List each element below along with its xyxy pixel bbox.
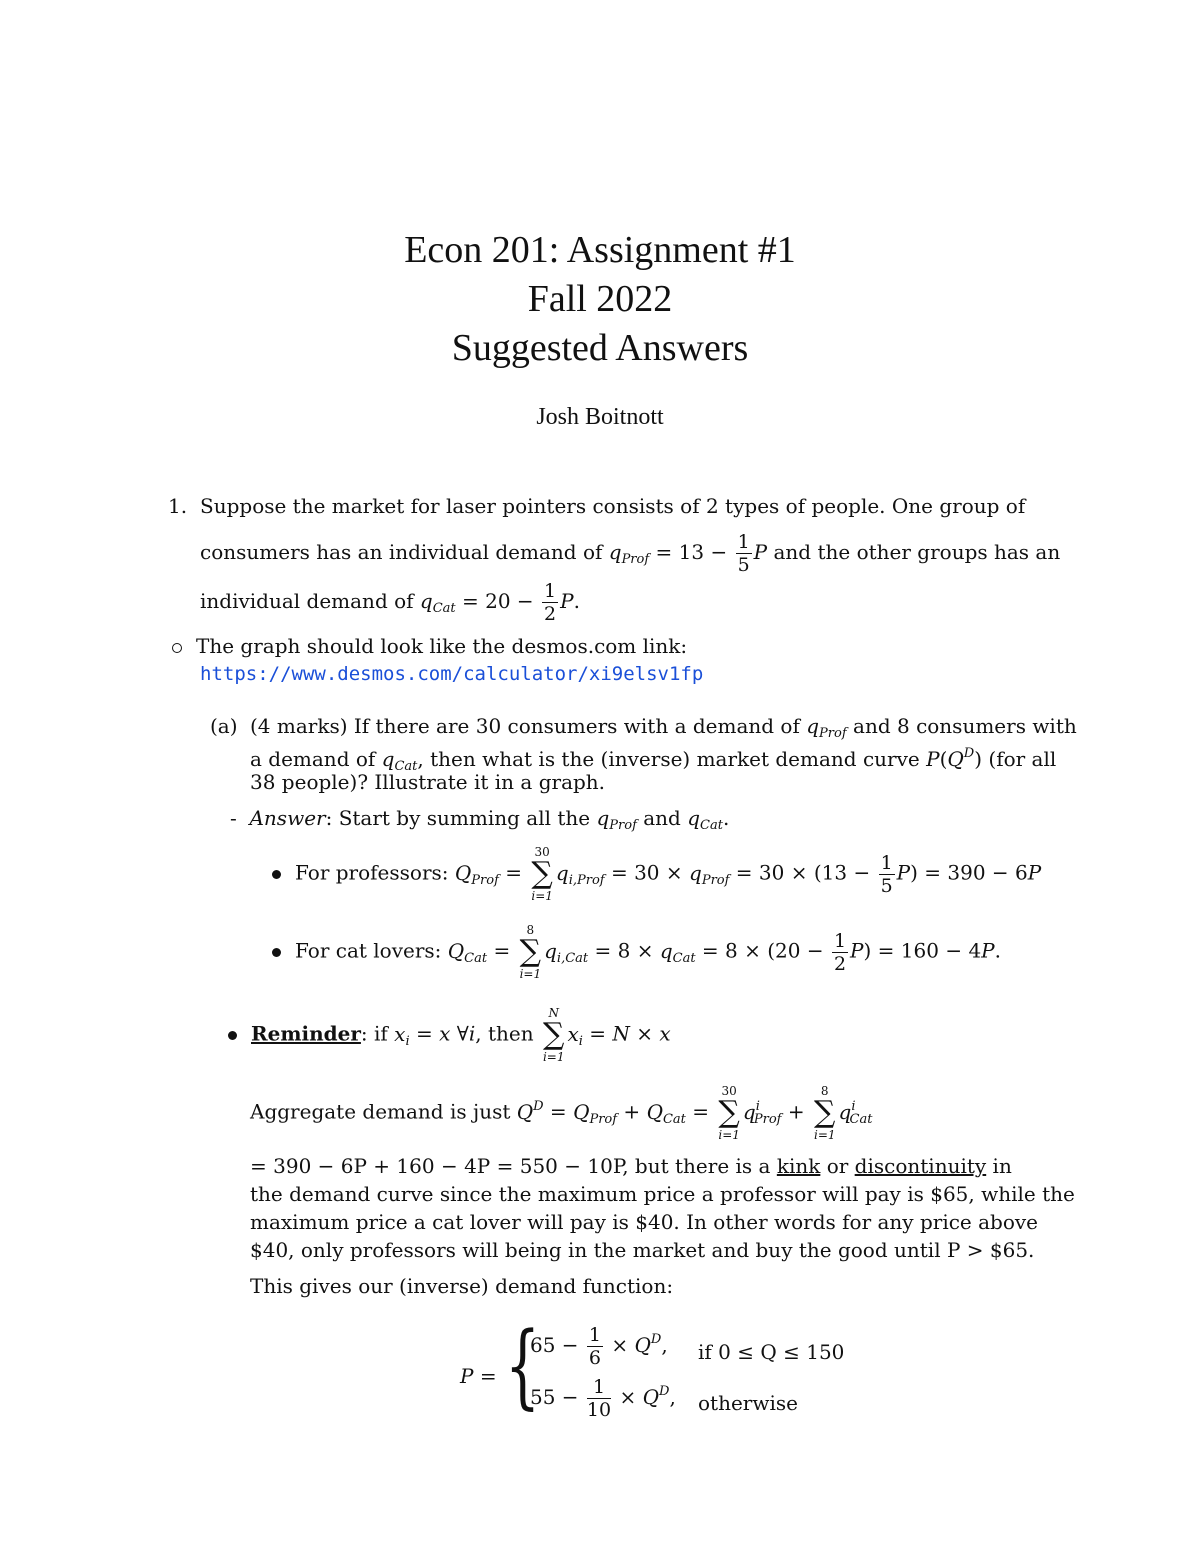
part-a-label: (a) — [210, 714, 238, 738]
kink-term: kink — [776, 1154, 821, 1178]
piecewise-case-1-condition: if 0 ≤ Q ≤ 150 — [698, 1340, 845, 1364]
q1-line-2: consumers has an individual demand of $q_{Prof} = 13$ − $\frac{1}{5}$ P and the other groups has an — [200, 531, 1061, 576]
part-a-line-1-text-b: and 8 consumers with — [853, 714, 1077, 738]
discontinuity-term: discontinuity — [854, 1154, 987, 1178]
note-line — [172, 632, 687, 660]
answer-and: and — [643, 806, 681, 830]
piecewise-case-2-condition: otherwise — [698, 1391, 798, 1415]
bullet-icon — [272, 948, 281, 957]
q1-line-3: individual demand of $q_{Cat} = 20$ − $\frac{1}{2}$ P. — [200, 580, 580, 625]
desmos-link[interactable]: https://www.desmos.com/calculator/xi9elsv1fp — [200, 663, 704, 685]
gives-line: This gives our (inverse) demand function: — [250, 1274, 674, 1298]
q-cat-var: $q_{Cat}$ — [419, 589, 456, 616]
sigma-icon: N ∑ i=1 — [542, 1006, 565, 1064]
answer-dash: - — [230, 806, 237, 830]
aggregate-line-2-text: = 390 − 6P + 160 − 4P = 550 − 10P, but there is a — [250, 1154, 771, 1178]
title-line-3: Suggested Answers — [451, 327, 749, 369]
part-a-line-1-text-a: (4 marks) If there are 30 consumers with a demand of — [250, 714, 800, 738]
answer-label: Answer — [249, 806, 326, 830]
q1-line-3-text-a: individual demand of — [200, 589, 414, 613]
bullet-icon — [272, 870, 281, 879]
reminder-text: : if — [360, 1021, 388, 1046]
answer-text: : Start by summing all the — [325, 806, 591, 830]
aggregate-line-5: $40, only professors will being in the market and buy the good until P > $65. — [250, 1238, 1035, 1262]
reminder-label: Reminder — [251, 1021, 361, 1046]
prof-label: For professors: — [295, 860, 449, 885]
cat-sum-line: For cat lovers: $Q_{Cat}$ = 8 ∑ i=1 $q_{i,Cat} = 8 \times q_{Cat} = 8 \times (20$ − $\frac{1}{2}$ P) = 160 − 4P. — [272, 923, 1001, 981]
part-a-line-1: (4 marks) If there are 30 consumers with a demand of $q_{Prof}$ and 8 consumers with — [250, 714, 1077, 741]
title-line-2: Fall 2022 — [527, 278, 673, 320]
piecewise-case-1: 65 − $\frac{1}{6}$ × $Q^D$, — [530, 1324, 668, 1369]
reminder-line: Reminder: if $x_i = x$ ∀i, then N ∑ i=1 $x_i = N \times x$ — [228, 1006, 671, 1064]
q1-number: 1. — [168, 494, 188, 518]
sigma-icon: 30 ∑ i=1 — [531, 845, 553, 903]
bullet-icon — [228, 1031, 237, 1040]
piecewise-case-2: 55 − $\frac{1}{10}$ × $Q^D$, — [530, 1376, 676, 1421]
q1-line-2-text-b: and the other groups has an — [773, 540, 1061, 564]
aggregate-text: Aggregate demand is just — [250, 1099, 511, 1124]
part-a-line-2-text-b: , then what is the (inverse) market demand curve — [417, 747, 920, 771]
title-line-1: Econ 201: Assignment #1 — [404, 229, 796, 271]
in-word: in — [992, 1154, 1012, 1178]
piecewise-lhs: P = — [460, 1364, 497, 1388]
sigma-icon: 8 ∑ i=1 — [813, 1084, 836, 1142]
prof-sum-line: For professors: $Q_{Prof}$ = 30 ∑ i=1 $q_{i,Prof} = 30 \times q_{Prof} = 30 \times (13$ − $\frac{1}{5}$ P) = 390 − 6P — [272, 845, 1041, 903]
aggregate-line: Aggregate demand is just $Q^D = Q_{Prof} + Q_{Cat}$ = 30 ∑ i=1 $q^i_{Prof}$ + 8 ∑ i=1 $q^i_{Cat}$ — [250, 1084, 873, 1142]
or-word: or — [826, 1154, 849, 1178]
note-text: The graph should look like the desmos.com link: — [196, 634, 688, 658]
q1-line-1: Suppose the market for laser pointers consists of 2 types of people. One group of — [200, 494, 1026, 518]
fraction-one-half: $\frac{1}{2}$ — [544, 580, 557, 625]
left-brace-icon: { — [505, 1312, 541, 1419]
part-a-line-2-text-a: a demand of — [250, 747, 376, 771]
answer-line: - Answer: Start by summing all the $q_{Prof}$ and $q_{Cat}$. — [230, 806, 730, 833]
part-a-line-3: 38 people)? Illustrate it in a graph. — [250, 770, 606, 794]
circle-bullet-icon — [172, 643, 182, 653]
part-a-line-2-text-c: (for all — [988, 747, 1057, 771]
part-a-line-2: a demand of $q_{Cat}$, then what is the (inverse) market demand curve $P(Q^D)$ (for all — [250, 746, 1057, 774]
author: Josh Boitnott — [536, 404, 664, 430]
q1-line-2-text-a: consumers has an individual demand of — [200, 540, 603, 564]
q-prof-var: $q_{Prof}$ — [608, 540, 650, 567]
reminder-then: , then — [475, 1021, 534, 1046]
sigma-icon: 30 ∑ i=1 — [718, 1084, 740, 1142]
fraction-one-fifth: $\frac{1}{5}$ — [737, 531, 750, 576]
sigma-icon: 8 ∑ i=1 — [519, 923, 542, 981]
aggregate-line-3: the demand curve since the maximum price a professor will pay is $65, while the — [250, 1182, 1075, 1206]
aggregate-line-2 — [250, 1152, 1012, 1180]
cat-label: For cat lovers: — [295, 938, 442, 963]
aggregate-line-4: maximum price a cat lover will pay is $40. In other words for any price above — [250, 1210, 1039, 1234]
